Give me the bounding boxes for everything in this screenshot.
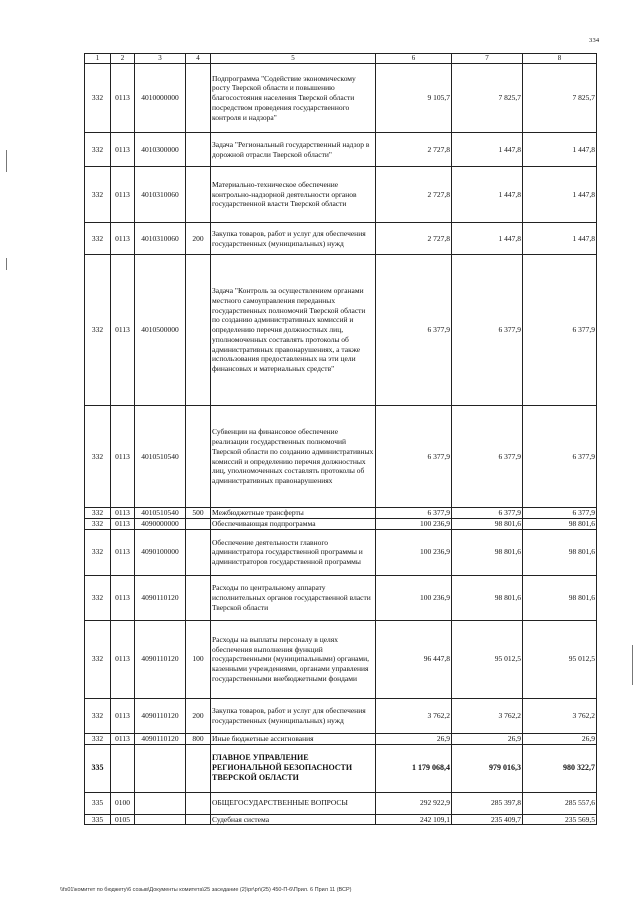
cell-amount-col7: 26,9 bbox=[452, 733, 523, 744]
cell-target-article: 4010310060 bbox=[135, 167, 186, 223]
cell-amount-col6: 100 236,9 bbox=[376, 529, 452, 575]
cell-amount-col7: 98 801,6 bbox=[452, 575, 523, 620]
table-row bbox=[85, 133, 597, 167]
table-row bbox=[85, 519, 597, 530]
cell-code-admin: 332 bbox=[85, 733, 111, 744]
cell-section: 0113 bbox=[111, 133, 135, 167]
cell-amount-col6: 292 922,9 bbox=[376, 792, 452, 814]
cell-description: Материально-техническое обеспечение контрольно-надзорной деятельности органов государственной власти Тверской области bbox=[211, 167, 376, 223]
cell-amount-col6: 6 377,9 bbox=[376, 255, 452, 406]
cell-amount-col6: 3 762,2 bbox=[376, 698, 452, 733]
table-row bbox=[85, 733, 597, 744]
cell-section: 0113 bbox=[111, 519, 135, 530]
cell-expense-type bbox=[186, 529, 211, 575]
cell-code-admin: 332 bbox=[85, 255, 111, 406]
cell-description: Обеспечение деятельности главного администратора государственной программы и администраторов государственной программы bbox=[211, 529, 376, 575]
cell-amount-col6: 2 727,8 bbox=[376, 223, 452, 255]
cell-amount-col6: 2 727,8 bbox=[376, 167, 452, 223]
cell-description: Субвенции на финансовое обеспечение реализации государственных полномочий Тверской области по созданию административных комиссий и определению перечня должностных лиц, уполномоченных составлять протоколы об административных правонарушениях bbox=[211, 406, 376, 508]
table-row bbox=[85, 792, 597, 814]
table-row bbox=[85, 406, 597, 508]
cell-amount-col7: 1 447,8 bbox=[452, 167, 523, 223]
table-row bbox=[85, 814, 597, 825]
column-header: 8 bbox=[523, 54, 597, 64]
cell-amount-col8: 26,9 bbox=[523, 733, 597, 744]
cell-description: Расходы на выплаты персоналу в целях обеспечения выполнения функций государственными (муниципальными) органами, казенными учреждениями, органами управления государственными внебюджетными фондами bbox=[211, 620, 376, 698]
cell-description: Обеспечивающая подпрограмма bbox=[211, 519, 376, 530]
cell-expense-type: 100 bbox=[186, 620, 211, 698]
cell-section: 0113 bbox=[111, 529, 135, 575]
cell-code-admin: 332 bbox=[85, 406, 111, 508]
cell-section: 0113 bbox=[111, 698, 135, 733]
cell-amount-col6: 96 447,8 bbox=[376, 620, 452, 698]
cell-section: 0113 bbox=[111, 620, 135, 698]
cell-code-admin: 332 bbox=[85, 508, 111, 519]
column-header: 4 bbox=[186, 54, 211, 64]
cell-amount-col8: 1 447,8 bbox=[523, 133, 597, 167]
file-path-footer: \\fs01\комитет по бюджету\6 созыв\Документы комитета\25 заседание (2)\pr\pr\(25) 450-П-6\Прил. 6 Прил 11 (ВСР) bbox=[60, 887, 352, 893]
cell-code-admin: 332 bbox=[85, 64, 111, 133]
cell-amount-col7: 979 016,3 bbox=[452, 744, 523, 792]
cell-amount-col6: 26,9 bbox=[376, 733, 452, 744]
cell-amount-col8: 95 012,5 bbox=[523, 620, 597, 698]
cell-amount-col6: 1 179 068,4 bbox=[376, 744, 452, 792]
budget-table bbox=[84, 53, 597, 825]
cell-expense-type bbox=[186, 792, 211, 814]
cell-description: Задача "Контроль за осуществлением органами местного самоуправления переданных государственных полномочий Тверской области по созданию административных комиссий и определению перечня должностных лиц, уполномоченных составлять протоколы об административных правонарушениях, а также использования предоставленных на эти цели финансовых и материальных средств" bbox=[211, 255, 376, 406]
cell-code-admin: 335 bbox=[85, 814, 111, 825]
cell-amount-col8: 6 377,9 bbox=[523, 508, 597, 519]
cell-target-article: 4010310060 bbox=[135, 223, 186, 255]
table-row bbox=[85, 167, 597, 223]
table-row bbox=[85, 508, 597, 519]
cell-code-admin: 332 bbox=[85, 167, 111, 223]
cell-description: Судебная система bbox=[211, 814, 376, 825]
column-header: 1 bbox=[85, 54, 111, 64]
cell-target-article: 4090110120 bbox=[135, 698, 186, 733]
cell-amount-col7: 285 397,8 bbox=[452, 792, 523, 814]
cell-target-article: 4010000000 bbox=[135, 64, 186, 133]
cell-target-article bbox=[135, 744, 186, 792]
cell-amount-col7: 6 377,9 bbox=[452, 508, 523, 519]
cell-amount-col6: 100 236,9 bbox=[376, 575, 452, 620]
cell-amount-col6: 9 105,7 bbox=[376, 64, 452, 133]
cell-expense-type bbox=[186, 167, 211, 223]
cell-section: 0113 bbox=[111, 223, 135, 255]
cell-amount-col8: 98 801,6 bbox=[523, 575, 597, 620]
cell-expense-type bbox=[186, 255, 211, 406]
cell-amount-col8: 6 377,9 bbox=[523, 406, 597, 508]
cell-amount-col8: 98 801,6 bbox=[523, 529, 597, 575]
cell-amount-col7: 98 801,6 bbox=[452, 529, 523, 575]
cell-section: 0113 bbox=[111, 255, 135, 406]
cell-description: ОБЩЕГОСУДАРСТВЕННЫЕ ВОПРОСЫ bbox=[211, 792, 376, 814]
cell-amount-col8: 235 569,5 bbox=[523, 814, 597, 825]
table-row bbox=[85, 575, 597, 620]
cell-amount-col7: 95 012,5 bbox=[452, 620, 523, 698]
cell-target-article bbox=[135, 814, 186, 825]
cell-amount-col7: 98 801,6 bbox=[452, 519, 523, 530]
cell-code-admin: 332 bbox=[85, 529, 111, 575]
cell-description: Иные бюджетные ассигнования bbox=[211, 733, 376, 744]
cell-amount-col8: 980 322,7 bbox=[523, 744, 597, 792]
cell-amount-col8: 7 825,7 bbox=[523, 64, 597, 133]
cell-section: 0105 bbox=[111, 814, 135, 825]
cell-description: Закупка товаров, работ и услуг для обеспечения государственных (муниципальных) нужд bbox=[211, 223, 376, 255]
cell-amount-col6: 6 377,9 bbox=[376, 508, 452, 519]
column-header: 3 bbox=[135, 54, 186, 64]
cell-amount-col8: 3 762,2 bbox=[523, 698, 597, 733]
cell-expense-type bbox=[186, 64, 211, 133]
cell-amount-col7: 6 377,9 bbox=[452, 406, 523, 508]
page-number: 334 bbox=[589, 37, 600, 44]
table-row bbox=[85, 620, 597, 698]
cell-description: Межбюджетные трансферты bbox=[211, 508, 376, 519]
cell-description: Подпрограмма "Содействие экономическому росту Тверской области и повышению благосостояния населения Тверской области посредством проведения государственного контроля и надзора" bbox=[211, 64, 376, 133]
cell-expense-type bbox=[186, 575, 211, 620]
cell-target-article: 4010510540 bbox=[135, 406, 186, 508]
cell-target-article: 4010510540 bbox=[135, 508, 186, 519]
cell-description: ГЛАВНОЕ УПРАВЛЕНИЕ РЕГИОНАЛЬНОЙ БЕЗОПАСНОСТИ ТВЕРСКОЙ ОБЛАСТИ bbox=[211, 744, 376, 792]
cell-target-article: 4090110120 bbox=[135, 620, 186, 698]
cell-target-article bbox=[135, 792, 186, 814]
cell-code-admin: 332 bbox=[85, 698, 111, 733]
column-header: 2 bbox=[111, 54, 135, 64]
cell-amount-col7: 1 447,8 bbox=[452, 223, 523, 255]
cell-code-admin: 332 bbox=[85, 133, 111, 167]
table-row bbox=[85, 529, 597, 575]
cell-section: 0113 bbox=[111, 733, 135, 744]
table-row bbox=[85, 744, 597, 792]
cell-amount-col7: 7 825,7 bbox=[452, 64, 523, 133]
cell-code-admin: 332 bbox=[85, 223, 111, 255]
cell-expense-type: 200 bbox=[186, 223, 211, 255]
cell-target-article: 4010500000 bbox=[135, 255, 186, 406]
table-row bbox=[85, 255, 597, 406]
cell-section: 0113 bbox=[111, 167, 135, 223]
cell-amount-col8: 1 447,8 bbox=[523, 167, 597, 223]
table-row bbox=[85, 64, 597, 133]
binding-mark bbox=[632, 645, 633, 685]
cell-amount-col7: 1 447,8 bbox=[452, 133, 523, 167]
cell-section bbox=[111, 744, 135, 792]
cell-amount-col8: 1 447,8 bbox=[523, 223, 597, 255]
cell-target-article: 4090000000 bbox=[135, 519, 186, 530]
cell-section: 0113 bbox=[111, 406, 135, 508]
cell-amount-col8: 285 557,6 bbox=[523, 792, 597, 814]
cell-description: Закупка товаров, работ и услуг для обеспечения государственных (муниципальных) нужд bbox=[211, 698, 376, 733]
cell-section: 0113 bbox=[111, 575, 135, 620]
table-header-row bbox=[85, 54, 597, 64]
cell-amount-col6: 6 377,9 bbox=[376, 406, 452, 508]
cell-expense-type: 200 bbox=[186, 698, 211, 733]
cell-amount-col7: 3 762,2 bbox=[452, 698, 523, 733]
cell-expense-type: 500 bbox=[186, 508, 211, 519]
cell-expense-type: 800 bbox=[186, 733, 211, 744]
table-row bbox=[85, 223, 597, 255]
cell-expense-type bbox=[186, 519, 211, 530]
cell-section: 0113 bbox=[111, 508, 135, 519]
cell-amount-col8: 98 801,6 bbox=[523, 519, 597, 530]
cell-code-admin: 332 bbox=[85, 575, 111, 620]
binding-mark bbox=[6, 258, 7, 270]
cell-expense-type bbox=[186, 814, 211, 825]
cell-code-admin: 332 bbox=[85, 519, 111, 530]
cell-description: Задача "Региональный государственный надзор в дорожной отрасли Тверской области" bbox=[211, 133, 376, 167]
cell-code-admin: 332 bbox=[85, 620, 111, 698]
cell-target-article: 4090110120 bbox=[135, 575, 186, 620]
cell-section: 0113 bbox=[111, 64, 135, 133]
cell-amount-col7: 235 409,7 bbox=[452, 814, 523, 825]
cell-amount-col6: 242 109,1 bbox=[376, 814, 452, 825]
column-header: 5 bbox=[211, 54, 376, 64]
cell-target-article: 4090100000 bbox=[135, 529, 186, 575]
cell-amount-col6: 100 236,9 bbox=[376, 519, 452, 530]
table-row bbox=[85, 698, 597, 733]
column-header: 7 bbox=[452, 54, 523, 64]
binding-mark bbox=[6, 150, 7, 172]
cell-target-article: 4090110120 bbox=[135, 733, 186, 744]
cell-description: Расходы по центральному аппарату исполнительных органов государственной власти Тверской области bbox=[211, 575, 376, 620]
cell-amount-col6: 2 727,8 bbox=[376, 133, 452, 167]
cell-amount-col8: 6 377,9 bbox=[523, 255, 597, 406]
cell-amount-col7: 6 377,9 bbox=[452, 255, 523, 406]
cell-expense-type bbox=[186, 406, 211, 508]
cell-expense-type bbox=[186, 744, 211, 792]
cell-section: 0100 bbox=[111, 792, 135, 814]
cell-expense-type bbox=[186, 133, 211, 167]
cell-code-admin: 335 bbox=[85, 792, 111, 814]
cell-target-article: 4010300000 bbox=[135, 133, 186, 167]
cell-code-admin: 335 bbox=[85, 744, 111, 792]
column-header: 6 bbox=[376, 54, 452, 64]
